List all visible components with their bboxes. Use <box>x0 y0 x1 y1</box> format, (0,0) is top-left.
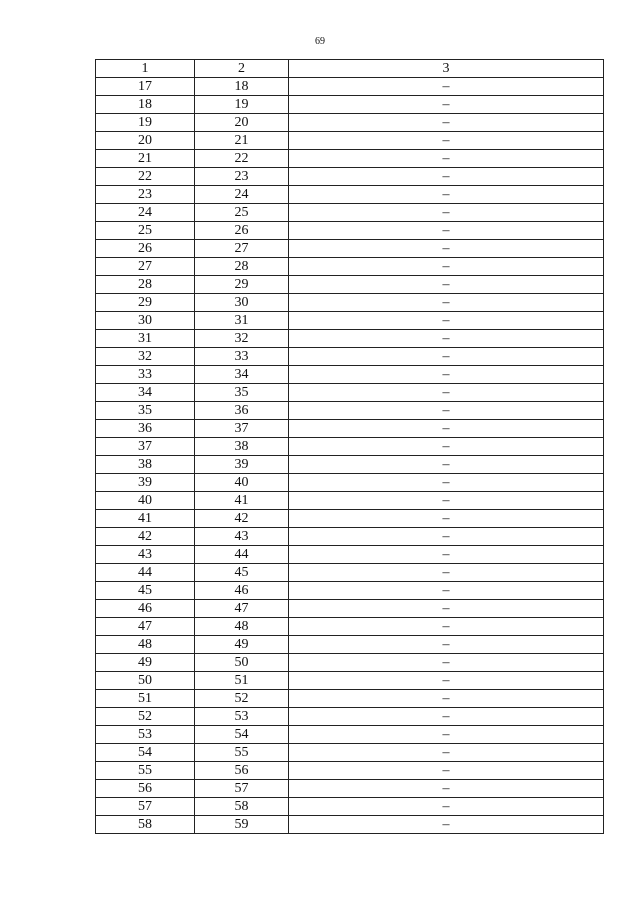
table-cell-col-3: – <box>289 348 604 366</box>
table-cell-col-2: 40 <box>195 474 289 492</box>
table-row <box>96 780 604 798</box>
table-cell-col-3: – <box>289 204 604 222</box>
table-cell-col-3: – <box>289 276 604 294</box>
data-table <box>95 59 604 834</box>
table-cell-col-1: 34 <box>96 384 195 402</box>
table-cell-col-3: – <box>289 474 604 492</box>
table-cell-col-3: – <box>289 618 604 636</box>
table-cell-col-2: 33 <box>195 348 289 366</box>
table-row <box>96 672 604 690</box>
table-cell-col-3: – <box>289 312 604 330</box>
table-row <box>96 402 604 420</box>
table-row <box>96 384 604 402</box>
table-row <box>96 366 604 384</box>
table-cell-col-2: 32 <box>195 330 289 348</box>
table-cell-col-3: – <box>289 582 604 600</box>
table-row <box>96 690 604 708</box>
table-cell-col-3: – <box>289 330 604 348</box>
table-cell-col-1: 56 <box>96 780 195 798</box>
table-row <box>96 330 604 348</box>
table-row <box>96 150 604 168</box>
table-cell-col-3: – <box>289 456 604 474</box>
table-cell-col-2: 57 <box>195 780 289 798</box>
table-cell-col-2: 56 <box>195 762 289 780</box>
table-row <box>96 78 604 96</box>
table-cell-col-1: 35 <box>96 402 195 420</box>
table-cell-col-3: – <box>289 168 604 186</box>
table-cell-col-2: 48 <box>195 618 289 636</box>
table-cell-col-3: – <box>289 816 604 834</box>
table-cell-col-1: 17 <box>96 78 195 96</box>
table-row <box>96 420 604 438</box>
table-cell-col-1: 42 <box>96 528 195 546</box>
table-cell-col-2: 53 <box>195 708 289 726</box>
table-cell-col-3: – <box>289 492 604 510</box>
table-cell-col-2: 46 <box>195 582 289 600</box>
table-cell-col-2: 44 <box>195 546 289 564</box>
table-row <box>96 798 604 816</box>
table-cell-col-3: – <box>289 510 604 528</box>
table-row <box>96 492 604 510</box>
page-number: 69 <box>315 36 325 47</box>
table-row <box>96 240 604 258</box>
table-cell-col-2: 38 <box>195 438 289 456</box>
table-cell-col-1: 45 <box>96 582 195 600</box>
table-cell-col-2: 19 <box>195 96 289 114</box>
table-cell-col-2: 43 <box>195 528 289 546</box>
table-cell-col-3: – <box>289 528 604 546</box>
table-cell-col-1: 21 <box>96 150 195 168</box>
table-row <box>96 114 604 132</box>
table-cell-col-2: 22 <box>195 150 289 168</box>
table-cell-col-1: 22 <box>96 168 195 186</box>
table-row <box>96 168 604 186</box>
table-cell-col-3: – <box>289 258 604 276</box>
table-cell-col-2: 28 <box>195 258 289 276</box>
table-cell-col-2: 49 <box>195 636 289 654</box>
table-cell-col-1: 32 <box>96 348 195 366</box>
table-cell-col-1: 27 <box>96 258 195 276</box>
table-cell-col-1: 53 <box>96 726 195 744</box>
table-header <box>96 60 604 78</box>
table-cell-col-2: 52 <box>195 690 289 708</box>
table-row <box>96 96 604 114</box>
table-cell-col-2: 30 <box>195 294 289 312</box>
table-row <box>96 816 604 834</box>
table-cell-col-1: 58 <box>96 816 195 834</box>
table-row <box>96 600 604 618</box>
table-cell-col-3: – <box>289 546 604 564</box>
table-cell-col-3: – <box>289 690 604 708</box>
table-cell-col-1: 38 <box>96 456 195 474</box>
table-cell-col-1: 39 <box>96 474 195 492</box>
table-row <box>96 222 604 240</box>
table-cell-col-3: – <box>289 114 604 132</box>
table-cell-col-2: 45 <box>195 564 289 582</box>
table-cell-col-1: 19 <box>96 114 195 132</box>
table-row <box>96 582 604 600</box>
table-cell-col-3: – <box>289 186 604 204</box>
table-cell-col-1: 57 <box>96 798 195 816</box>
table-cell-col-3: – <box>289 420 604 438</box>
table-cell-col-3: – <box>289 150 604 168</box>
table-cell-col-3: – <box>289 744 604 762</box>
table-row <box>96 204 604 222</box>
table-cell-col-3: – <box>289 780 604 798</box>
table-cell-col-1: 18 <box>96 96 195 114</box>
column-header-1: 1 <box>96 60 195 78</box>
table-cell-col-3: – <box>289 438 604 456</box>
table-cell-col-1: 25 <box>96 222 195 240</box>
column-header-2: 2 <box>195 60 289 78</box>
table-cell-col-1: 37 <box>96 438 195 456</box>
table-cell-col-2: 18 <box>195 78 289 96</box>
table-cell-col-2: 58 <box>195 798 289 816</box>
table-cell-col-1: 52 <box>96 708 195 726</box>
table-cell-col-2: 54 <box>195 726 289 744</box>
table-cell-col-1: 43 <box>96 546 195 564</box>
table-cell-col-3: – <box>289 78 604 96</box>
table-row <box>96 456 604 474</box>
table-cell-col-3: – <box>289 672 604 690</box>
table-cell-col-3: – <box>289 654 604 672</box>
table-cell-col-2: 29 <box>195 276 289 294</box>
table-row <box>96 132 604 150</box>
table-cell-col-3: – <box>289 132 604 150</box>
table-cell-col-1: 33 <box>96 366 195 384</box>
table-cell-col-2: 41 <box>195 492 289 510</box>
table-cell-col-1: 55 <box>96 762 195 780</box>
table-cell-col-1: 36 <box>96 420 195 438</box>
table-row <box>96 726 604 744</box>
table-cell-col-1: 28 <box>96 276 195 294</box>
table-cell-col-2: 25 <box>195 204 289 222</box>
table-cell-col-1: 44 <box>96 564 195 582</box>
table-row <box>96 762 604 780</box>
table-cell-col-1: 40 <box>96 492 195 510</box>
table-cell-col-3: – <box>289 240 604 258</box>
table-cell-col-3: – <box>289 708 604 726</box>
table-cell-col-1: 24 <box>96 204 195 222</box>
table-cell-col-2: 35 <box>195 384 289 402</box>
table-cell-col-2: 20 <box>195 114 289 132</box>
table-cell-col-3: – <box>289 564 604 582</box>
table-cell-col-3: – <box>289 402 604 420</box>
table-cell-col-3: – <box>289 726 604 744</box>
table-cell-col-3: – <box>289 798 604 816</box>
table-cell-col-2: 23 <box>195 168 289 186</box>
table-cell-col-2: 21 <box>195 132 289 150</box>
table-row <box>96 636 604 654</box>
table-cell-col-1: 48 <box>96 636 195 654</box>
table-row <box>96 564 604 582</box>
table-row <box>96 528 604 546</box>
table-cell-col-3: – <box>289 294 604 312</box>
table-row <box>96 510 604 528</box>
table-row <box>96 618 604 636</box>
table-row <box>96 258 604 276</box>
table-cell-col-1: 30 <box>96 312 195 330</box>
table-row <box>96 438 604 456</box>
table-row <box>96 348 604 366</box>
table-cell-col-3: – <box>289 366 604 384</box>
table-row <box>96 744 604 762</box>
table-cell-col-1: 20 <box>96 132 195 150</box>
table-cell-col-2: 50 <box>195 654 289 672</box>
table-cell-col-1: 23 <box>96 186 195 204</box>
table-cell-col-2: 39 <box>195 456 289 474</box>
table-cell-col-3: – <box>289 762 604 780</box>
table-cell-col-2: 59 <box>195 816 289 834</box>
table-cell-col-2: 26 <box>195 222 289 240</box>
table-row <box>96 474 604 492</box>
table-row <box>96 186 604 204</box>
table-cell-col-1: 47 <box>96 618 195 636</box>
table-cell-col-1: 31 <box>96 330 195 348</box>
table-cell-col-2: 42 <box>195 510 289 528</box>
table-row <box>96 708 604 726</box>
table-cell-col-2: 51 <box>195 672 289 690</box>
table-cell-col-1: 41 <box>96 510 195 528</box>
column-header-3: 3 <box>289 60 604 78</box>
table-row <box>96 276 604 294</box>
table-row <box>96 654 604 672</box>
table-cell-col-1: 49 <box>96 654 195 672</box>
table-cell-col-1: 46 <box>96 600 195 618</box>
table-cell-col-3: – <box>289 222 604 240</box>
header-row <box>96 60 604 78</box>
table-cell-col-2: 36 <box>195 402 289 420</box>
table-cell-col-2: 31 <box>195 312 289 330</box>
table-cell-col-2: 27 <box>195 240 289 258</box>
table-cell-col-3: – <box>289 636 604 654</box>
table-cell-col-2: 47 <box>195 600 289 618</box>
table-cell-col-1: 50 <box>96 672 195 690</box>
table-row <box>96 312 604 330</box>
table-cell-col-2: 34 <box>195 366 289 384</box>
table-cell-col-3: – <box>289 600 604 618</box>
table-cell-col-2: 24 <box>195 186 289 204</box>
table-cell-col-3: – <box>289 384 604 402</box>
table-cell-col-1: 26 <box>96 240 195 258</box>
table-cell-col-1: 51 <box>96 690 195 708</box>
table-row <box>96 546 604 564</box>
table-cell-col-2: 55 <box>195 744 289 762</box>
table-cell-col-1: 54 <box>96 744 195 762</box>
table-cell-col-2: 37 <box>195 420 289 438</box>
table-body <box>96 78 604 834</box>
table-cell-col-3: – <box>289 96 604 114</box>
table-cell-col-1: 29 <box>96 294 195 312</box>
table-row <box>96 294 604 312</box>
